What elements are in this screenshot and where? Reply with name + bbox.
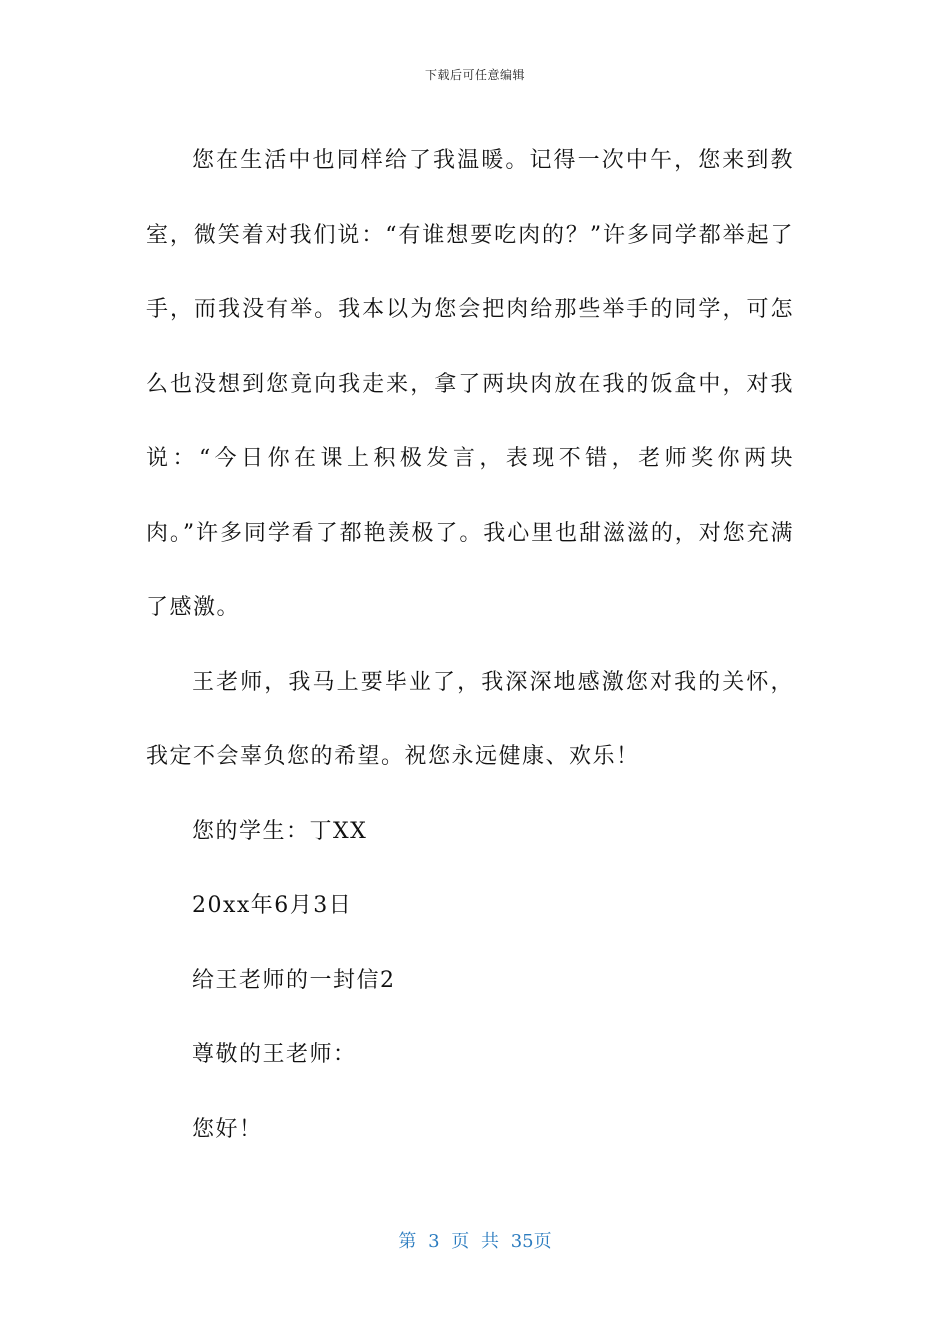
- letter-salutation: 尊敬的王老师：: [192, 1042, 357, 1067]
- paragraph-lunch-story: 您在生活中也同样给了我温暖。记得一次中午，您来到教室，微笑着对我们说：“有谁想要吃肉的？”许多同学都举起了手，而我没有举。我本以为您会把肉给那些举手的同学，可怎么也没想到您竟向我走来，拿了两块肉放在我的饭盒中，对我说：“今日你在课上积极发言，表现不错，老师奖你两块肉。”许多同学看了都艳羡极了。我心里也甜滋滋的，对您充满了感激。: [146, 148, 794, 620]
- page-header: 下载后可任意编辑: [424, 68, 525, 82]
- document-body: [146, 124, 794, 1167]
- letter-date: 20xx年6月3日: [192, 893, 353, 918]
- page-number-footer: 第 3 页 共 35页: [398, 1231, 552, 1252]
- paragraph-graduation-thanks: 王老师，我马上要毕业了，我深深地感激您对我的关怀，我定不会辜负您的希望。祝您永远健康、欢乐！: [146, 669, 794, 769]
- letter-title: 给王老师的一封信2: [192, 967, 396, 993]
- letter-greeting: 您好！: [192, 1116, 263, 1142]
- signature-student: 您的学生：丁XX: [192, 818, 368, 844]
